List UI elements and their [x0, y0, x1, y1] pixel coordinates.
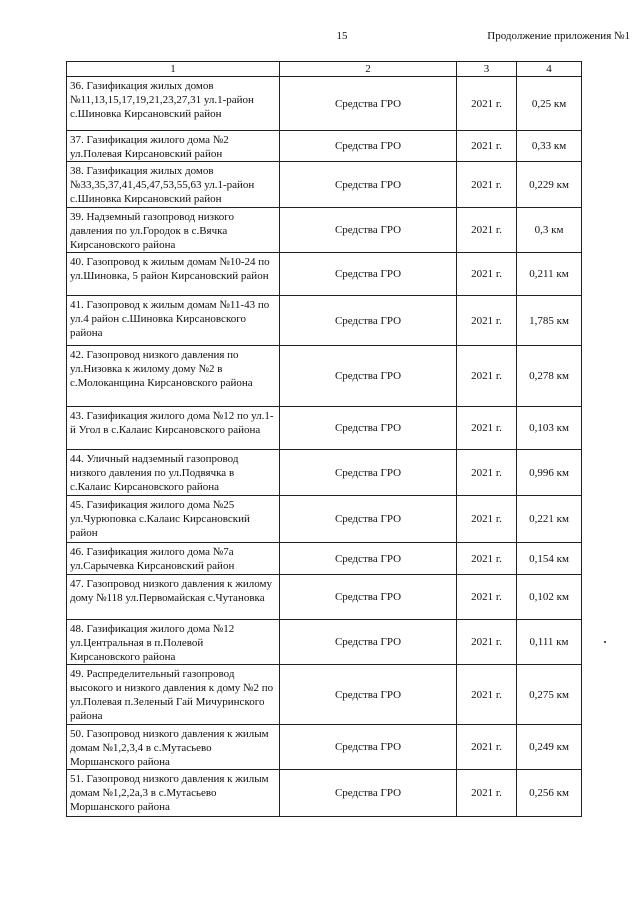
length-cell: 0,249 км — [517, 725, 582, 770]
project-name-cell: 50. Газопровод низкого давления к жилым домам №1,2,3,4 в с.Мутасьево Моршанского района — [67, 725, 280, 770]
year-cell: 2021 г. — [457, 208, 517, 253]
funding-source-cell: Средства ГРО — [280, 346, 457, 407]
length-cell: 0,25 км — [517, 77, 582, 131]
table-row — [67, 296, 582, 346]
length-cell: 0,256 км — [517, 770, 582, 817]
year-cell: 2021 г. — [457, 496, 517, 543]
funding-source-cell: Средства ГРО — [280, 253, 457, 296]
funding-source-cell: Средства ГРО — [280, 665, 457, 725]
project-name-cell: 46. Газификация жилого дома №7а ул.Сарычевка Кирсановский район — [67, 543, 280, 575]
table-header-row — [67, 62, 582, 77]
year-cell: 2021 г. — [457, 346, 517, 407]
length-cell: 0,103 км — [517, 407, 582, 450]
year-cell: 2021 г. — [457, 665, 517, 725]
project-name-cell: 48. Газификация жилого дома №12 ул.Центральная в п.Полевой Кирсановского района — [67, 620, 280, 665]
year-cell: 2021 г. — [457, 131, 517, 162]
funding-source-cell: Средства ГРО — [280, 162, 457, 208]
length-cell: 0,154 км — [517, 543, 582, 575]
page-number: 15 — [336, 30, 348, 42]
year-cell: 2021 г. — [457, 770, 517, 817]
table-row — [67, 77, 582, 131]
project-name-cell: 49. Распределительный газопровод высокого и низкого давления к дому №2 по ул.Полевая п.Зеленый Гай Мичуринского района — [67, 665, 280, 725]
table-row — [67, 407, 582, 450]
length-cell: 0,221 км — [517, 496, 582, 543]
funding-source-cell: Средства ГРО — [280, 620, 457, 665]
funding-source-cell: Средства ГРО — [280, 543, 457, 575]
length-cell: 0,102 км — [517, 575, 582, 620]
table-row — [67, 665, 582, 725]
length-cell: 0,996 км — [517, 450, 582, 496]
funding-source-cell: Средства ГРО — [280, 770, 457, 817]
year-cell: 2021 г. — [457, 162, 517, 208]
year-cell: 2021 г. — [457, 407, 517, 450]
funding-source-cell: Средства ГРО — [280, 725, 457, 770]
year-cell: 2021 г. — [457, 450, 517, 496]
year-cell: 2021 г. — [457, 725, 517, 770]
project-name-cell: 47. Газопровод низкого давления к жилому дому №118 ул.Первомайская с.Чутановка — [67, 575, 280, 620]
table-row — [67, 620, 582, 665]
project-name-cell: 37. Газификация жилого дома №2 ул.Полевая Кирсановский район — [67, 131, 280, 162]
year-cell: 2021 г. — [457, 296, 517, 346]
funding-source-cell: Средства ГРО — [280, 208, 457, 253]
table-row — [67, 208, 582, 253]
project-name-cell: 51. Газопровод низкого давления к жилым домам №1,2,2а,3 в с.Мутасьево Моршанского района — [67, 770, 280, 817]
scan-speck — [604, 641, 606, 643]
table-row — [67, 162, 582, 208]
length-cell: 0,111 км — [517, 620, 582, 665]
length-cell: 0,278 км — [517, 346, 582, 407]
table-row — [67, 131, 582, 162]
project-name-cell: 43. Газификация жилого дома №12 по ул.1-й Угол в с.Калаис Кирсановского района — [67, 407, 280, 450]
table-row — [67, 543, 582, 575]
project-name-cell: 39. Надземный газопровод низкого давления по ул.Городок в с.Вячка Кирсановского района — [67, 208, 280, 253]
column-header: 4 — [517, 62, 582, 77]
table-row — [67, 253, 582, 296]
project-name-cell: 42. Газопровод низкого давления по ул.Низовка к жилому дому №2 в с.Молоканщина Кирсановского района — [67, 346, 280, 407]
table-row — [67, 450, 582, 496]
column-header: 2 — [280, 62, 457, 77]
project-name-cell: 41. Газопровод к жилым домам №11-43 по ул.4 район с.Шиновка Кирсановского района — [67, 296, 280, 346]
length-cell: 0,275 км — [517, 665, 582, 725]
page-caption: Продолжение приложения №1 — [487, 30, 630, 42]
project-name-cell: 40. Газопровод к жилым домам №10-24 по ул.Шиновка, 5 район Кирсановский район — [67, 253, 280, 296]
funding-source-cell: Средства ГРО — [280, 131, 457, 162]
length-cell: 0,3 км — [517, 208, 582, 253]
project-name-cell: 44. Уличный надземный газопровод низкого давления по ул.Подвячка в с.Калаис Кирсановского района — [67, 450, 280, 496]
funding-source-cell: Средства ГРО — [280, 575, 457, 620]
table-row — [67, 770, 582, 817]
funding-source-cell: Средства ГРО — [280, 77, 457, 131]
funding-source-cell: Средства ГРО — [280, 407, 457, 450]
table-row — [67, 496, 582, 543]
column-header: 1 — [67, 62, 280, 77]
funding-source-cell: Средства ГРО — [280, 450, 457, 496]
year-cell: 2021 г. — [457, 620, 517, 665]
project-name-cell: 45. Газификация жилого дома №25 ул.Чурюповка с.Калаис Кирсановский район — [67, 496, 280, 543]
length-cell: 0,229 км — [517, 162, 582, 208]
column-header: 3 — [457, 62, 517, 77]
year-cell: 2021 г. — [457, 77, 517, 131]
table-row — [67, 575, 582, 620]
project-name-cell: 38. Газификация жилых домов №33,35,37,41,45,47,53,55,63 ул.1-район с.Шиновка Кирсановский район — [67, 162, 280, 208]
project-name-cell: 36. Газификация жилых домов №11,13,15,17,19,21,23,27,31 ул.1-район с.Шиновка Кирсановский район — [67, 77, 280, 131]
table-row — [67, 346, 582, 407]
year-cell: 2021 г. — [457, 543, 517, 575]
length-cell: 0,33 км — [517, 131, 582, 162]
appendix-table — [66, 61, 582, 817]
length-cell: 0,211 км — [517, 253, 582, 296]
year-cell: 2021 г. — [457, 575, 517, 620]
funding-source-cell: Средства ГРО — [280, 296, 457, 346]
length-cell: 1,785 км — [517, 296, 582, 346]
funding-source-cell: Средства ГРО — [280, 496, 457, 543]
table-row — [67, 725, 582, 770]
year-cell: 2021 г. — [457, 253, 517, 296]
